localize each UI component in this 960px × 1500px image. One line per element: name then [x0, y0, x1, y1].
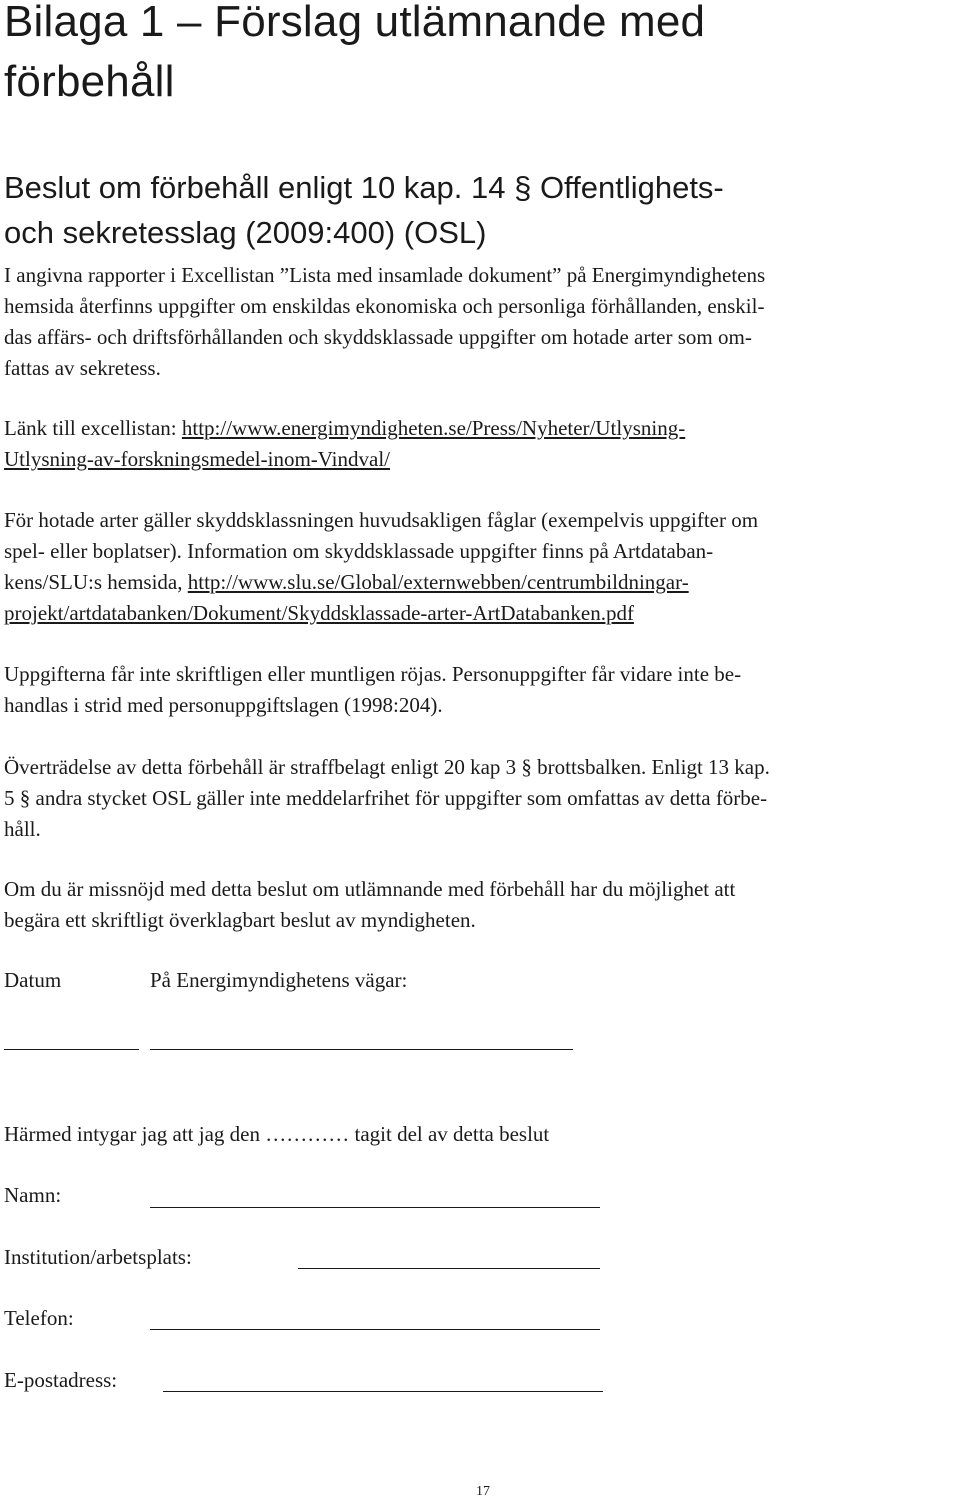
institution-label: Institution/arbetsplats: [4, 1245, 192, 1269]
document-title-line1: Bilaga 1 – Förslag utlämnande med [4, 0, 706, 46]
name-label: Namn: [4, 1183, 62, 1207]
certification-statement: Härmed intygar jag att jag den ………… tagit del av detta beslut [4, 1122, 550, 1146]
email-label: E-postadress: [4, 1368, 118, 1392]
institution-line [298, 1268, 600, 1269]
email-line [163, 1391, 603, 1392]
date-label: Datum [4, 968, 62, 992]
document-title-line2: förbehåll [4, 57, 175, 106]
paragraph-line: Uppgifterna får inte skriftligen eller muntligen röjas. Personuppgifter får vidare inte be- [4, 662, 742, 686]
section-heading-line1: Beslut om förbehåll enligt 10 kap. 14 § Offentlighets- [4, 170, 724, 205]
paragraph-line: handlas i strid med personuppgiftslagen (1998:204). [4, 693, 443, 717]
excel-link-label: Länk till excellistan: [4, 416, 182, 440]
paragraph-line: das affärs- och driftsförhållanden och skyddsklassade uppgifter om hotade arter som om- [4, 325, 752, 349]
paragraph-text: kens/SLU:s hemsida, [4, 570, 188, 594]
paragraph-line: hemsida återfinns uppgifter om enskildas ekonomiska och personliga förhållanden, enskil- [4, 294, 765, 318]
paragraph-line [4, 572, 689, 593]
phone-label: Telefon: [4, 1306, 74, 1330]
authority-signature-line [150, 1049, 573, 1050]
excel-list-link-continued[interactable]: Utlysning-av-forskningsmedel-inom-Vindval/ [4, 447, 391, 471]
date-signature-line [4, 1049, 139, 1050]
excel-link-line2 [4, 449, 390, 470]
paragraph-line: håll. [4, 817, 41, 841]
paragraph-line: begära ett skriftligt överklagbart beslut av myndigheten. [4, 908, 476, 932]
excel-link-line [4, 418, 685, 439]
paragraph-line: Överträdelse av detta förbehåll är straffbelagt enligt 20 kap 3 § brottsbalken. Enligt 13 kap. [4, 755, 770, 779]
section-heading-line2: och sekretesslag (2009:400) (OSL) [4, 215, 487, 250]
paragraph-line: I angivna rapporter i Excellistan ”Lista med insamlade dokument” på Energimyndighetens [4, 263, 766, 287]
phone-line [150, 1329, 600, 1330]
slu-pdf-link-continued[interactable]: projekt/artdatabanken/Dokument/Skyddsklassade-arter-ArtDatabanken.pdf [4, 601, 634, 625]
paragraph-line: Om du är missnöjd med detta beslut om utlämnande med förbehåll har du möjlighet att [4, 877, 736, 901]
paragraph-line: spel- eller boplatser). Information om skyddsklassade uppgifter finns på Artdataban- [4, 539, 714, 563]
paragraph-line: För hotade arter gäller skyddsklassningen huvudsakligen fåglar (exempelvis uppgifter om [4, 508, 759, 532]
paragraph-line: fattas av sekretess. [4, 356, 161, 380]
authority-label: På Energimyndighetens vägar: [150, 968, 408, 992]
paragraph-line: 5 § andra stycket OSL gäller inte meddelarfrihet för uppgifter som omfattas av detta förbe- [4, 786, 768, 810]
paragraph-line [4, 603, 634, 624]
slu-pdf-link[interactable]: http://www.slu.se/Global/externwebben/centrumbildningar- [187, 570, 689, 594]
excel-list-link[interactable]: http://www.energimyndigheten.se/Press/Nyheter/Utlysning- [181, 416, 686, 440]
name-line [150, 1207, 600, 1208]
page-number: 17 [476, 1484, 490, 1499]
